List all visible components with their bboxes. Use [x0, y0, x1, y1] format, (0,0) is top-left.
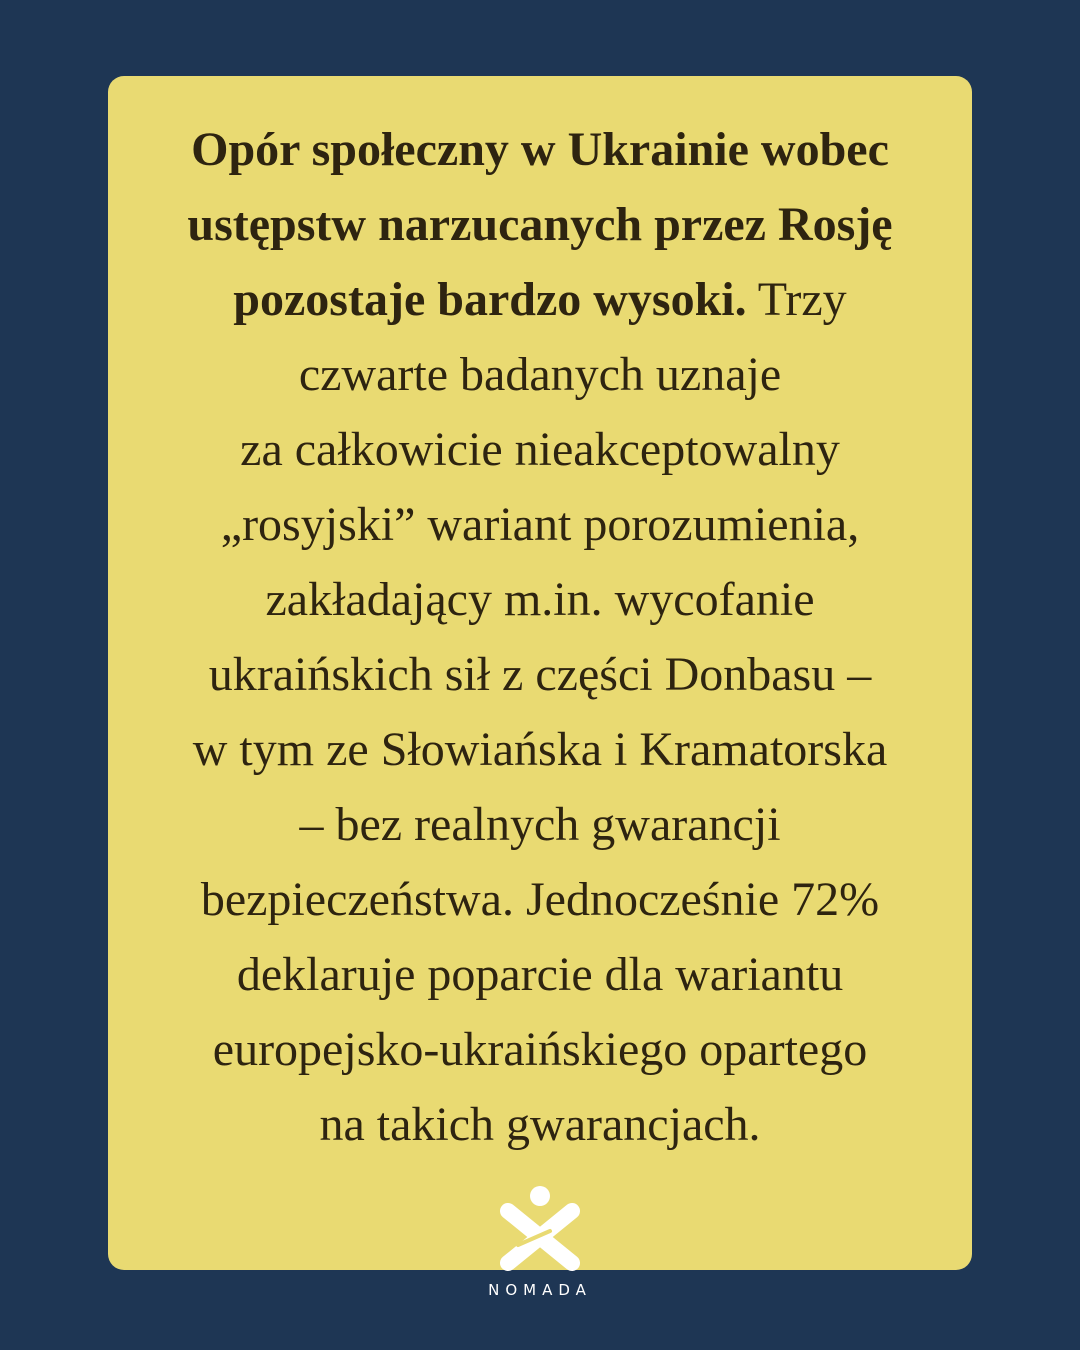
text-line — [116, 187, 964, 262]
nomada-figure-icon — [490, 1183, 590, 1293]
text-line — [116, 487, 964, 562]
text-line — [116, 787, 964, 862]
body-text: czwarte badanych uznaje — [298, 348, 782, 401]
body-text: Trzy — [746, 273, 847, 326]
body-text: zakładający m.in. wycofanie — [265, 573, 815, 626]
body-text: w tym ze Słowiańska i Kramatorska — [192, 723, 888, 776]
text-card — [108, 76, 972, 1270]
text-line — [116, 712, 964, 787]
text-line — [116, 1012, 964, 1087]
text-line — [116, 337, 964, 412]
text-line — [116, 112, 964, 187]
headline-text: ustępstw narzucanych przez Rosję — [187, 198, 893, 251]
text-line — [116, 637, 964, 712]
article-text — [116, 112, 964, 1162]
body-text: – bez realnych gwarancji — [299, 798, 781, 851]
body-text: „rosyjski” wariant porozumienia, — [220, 498, 860, 551]
headline-text: Opór społeczny w Ukrainie wobec — [191, 123, 889, 176]
body-text: za całkowicie nieakceptowalny — [240, 423, 840, 476]
text-line — [116, 262, 964, 337]
body-text: ukraińskich sił z części Donbasu – — [208, 648, 872, 701]
body-text: europejsko-ukraińskiego opartego — [212, 1023, 868, 1076]
text-line — [116, 412, 964, 487]
headline-text: pozostaje bardzo wysoki. — [233, 273, 747, 326]
text-line — [116, 862, 964, 937]
text-line — [116, 1087, 964, 1162]
text-line — [116, 562, 964, 637]
body-text: bezpieczeństwa. Jednocześnie 72% — [200, 873, 880, 926]
brand-name: NOMADA — [488, 1281, 592, 1299]
body-text: deklaruje poparcie dla wariantu — [236, 948, 844, 1001]
text-line — [116, 937, 964, 1012]
body-text: na takich gwarancjach. — [319, 1098, 761, 1151]
